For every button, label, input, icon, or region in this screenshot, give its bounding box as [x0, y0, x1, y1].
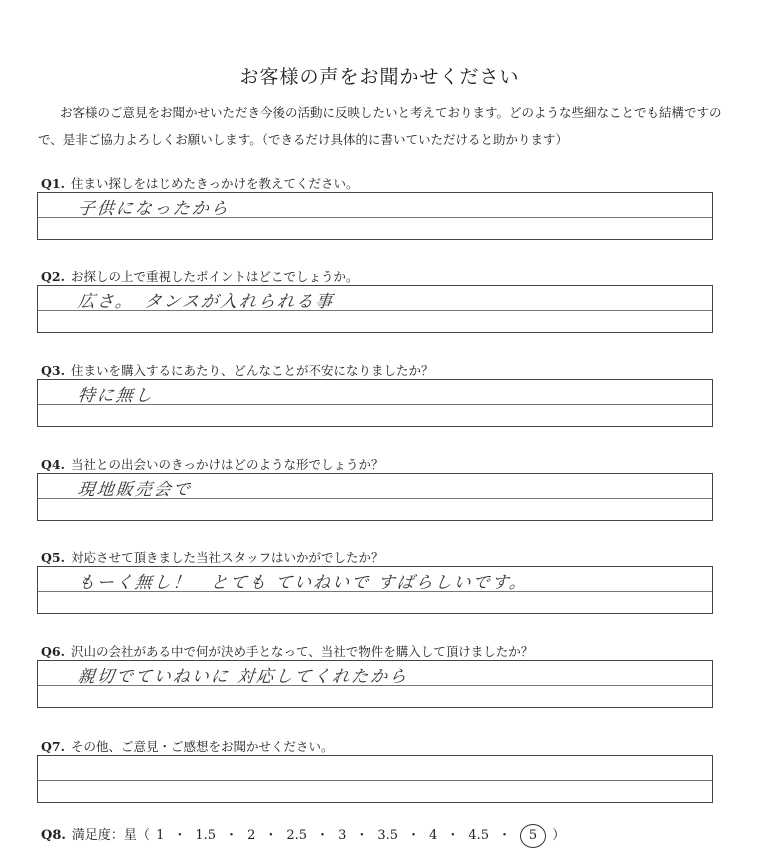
- handwritten-answer: もーく無し！ とても ていねいで すばらしいです。: [76, 573, 530, 593]
- question-number: Q8.: [41, 828, 66, 843]
- rating-option[interactable]: 1.5: [195, 828, 217, 843]
- handwritten-answer: 広さ。 タンスが入れられる事: [76, 292, 336, 312]
- question-number: Q2.: [41, 269, 65, 284]
- rating-option[interactable]: 4.5: [468, 828, 490, 843]
- question-number: Q3.: [41, 363, 65, 378]
- handwritten-answer: 子供になったから: [76, 199, 231, 219]
- question-number: Q5.: [41, 550, 65, 565]
- question-text: 沢山の会社がある中で何が決め手となって、当社で物件を購入して頂けましたか？: [70, 644, 534, 659]
- answer-box-7[interactable]: [37, 755, 713, 803]
- rating-separator: ・: [316, 828, 330, 843]
- rating-separator: ・: [498, 828, 512, 843]
- rating-separator: ・: [407, 828, 421, 843]
- question-text: 住まいを購入するにあたり、どんなことが不安になりましたか？: [70, 363, 434, 378]
- question-text: お探しの上で重視したポイントはどこでしょうか。: [70, 269, 359, 284]
- question-number: Q4.: [41, 457, 65, 472]
- answer-box-3[interactable]: [37, 379, 713, 427]
- rating-option[interactable]: 1: [156, 828, 165, 843]
- question-text: 対応させて頂きました当社スタッフはいかがでしたか？: [70, 550, 384, 565]
- rating-option[interactable]: 2.5: [286, 828, 308, 843]
- answer-box-5[interactable]: [37, 566, 713, 614]
- rating-label: 満足度：星（: [71, 828, 150, 843]
- question-text: その他、ご意見・ご感想をお聞かせください。: [70, 739, 334, 754]
- rating-option[interactable]: 5: [520, 824, 546, 848]
- rating-options: [154, 828, 548, 843]
- question-3: [41, 361, 433, 379]
- handwritten-answer: 現地販売会で: [76, 480, 193, 500]
- answer-box-4[interactable]: [37, 473, 713, 521]
- answer-box-6[interactable]: [37, 660, 713, 708]
- answer-box-1[interactable]: [37, 192, 713, 240]
- question-6: [41, 642, 533, 660]
- question-number: Q6.: [41, 644, 65, 659]
- question-text: 当社との出会いのきっかけはどのような形でしょうか？: [70, 457, 384, 472]
- answer-box-2[interactable]: [37, 285, 713, 333]
- rating-option[interactable]: 3: [338, 828, 347, 843]
- question-4: [41, 455, 383, 473]
- question-text: 住まい探しをはじめたきっかけを教えてください。: [70, 176, 359, 191]
- rating-option[interactable]: 4: [429, 828, 438, 843]
- question-2: [41, 267, 358, 285]
- handwritten-answer: 親切でていねいに 対応してくれたから: [76, 667, 410, 687]
- rating-separator: ・: [355, 828, 369, 843]
- intro-text: お客様のご意見をお聞かせいただき今後の活動に反映したいと考えております。どのような些細なことでも結構ですので、是非ご協力よろしくお願いします。（できるだけ具体的に書いていただけると助かります）: [38, 105, 722, 147]
- rating-separator: ・: [446, 828, 460, 843]
- question-7: [41, 737, 333, 755]
- question-number: Q1.: [41, 176, 65, 191]
- satisfaction-rating: [41, 824, 565, 848]
- rating-option[interactable]: 2: [247, 828, 256, 843]
- rating-separator: ・: [225, 828, 239, 843]
- rating-option[interactable]: 3.5: [377, 828, 399, 843]
- question-1: [41, 174, 358, 192]
- rating-separator: ・: [264, 828, 278, 843]
- question-5: [41, 548, 383, 566]
- page-title: お客様の声をお聞かせください: [239, 66, 520, 88]
- rating-separator: ・: [173, 828, 187, 843]
- question-number: Q7.: [41, 739, 65, 754]
- rating-close: ）: [552, 828, 566, 843]
- handwritten-answer: 特に無し: [76, 386, 155, 406]
